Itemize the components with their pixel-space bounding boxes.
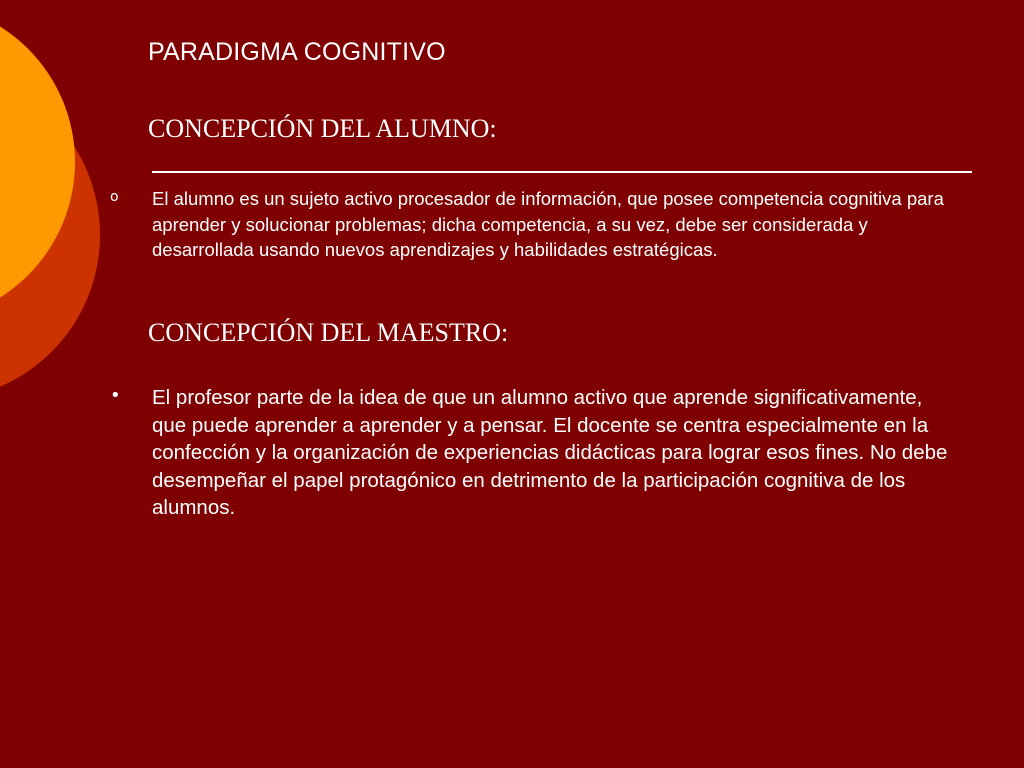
hollow-bullet-icon: o xyxy=(110,189,119,205)
bullet-item-maestro xyxy=(110,384,960,522)
bullet-dot-icon: • xyxy=(110,385,121,406)
slide-title: PARADIGMA COGNITIVO xyxy=(148,38,446,66)
bullet-text-maestro: El profesor parte de la idea de que un alumno activo que aprende significativamente, que puede aprender a aprender y a pensar. El docente se centra especialmente en la confección y la organización de experiencias didácticas para lograr esos fines. No debe desempeñar el papel protagónico en detrimento de la participación cognitiva de los alumnos. xyxy=(152,386,948,519)
section-divider xyxy=(152,171,972,173)
section-heading-maestro: CONCEPCIÓN DEL MAESTRO: xyxy=(148,318,509,347)
section-heading-alumno: CONCEPCIÓN DEL ALUMNO: xyxy=(148,114,497,143)
bullet-item-alumno xyxy=(110,186,960,263)
bullet-text-alumno: El alumno es un sujeto activo procesador de información, que posee competencia cognitiva para aprender y solucionar problemas; dicha competencia, a su vez, debe ser considerada y desarrollada usando nuevos aprendizajes y habilidades estratégicas. xyxy=(152,188,944,260)
